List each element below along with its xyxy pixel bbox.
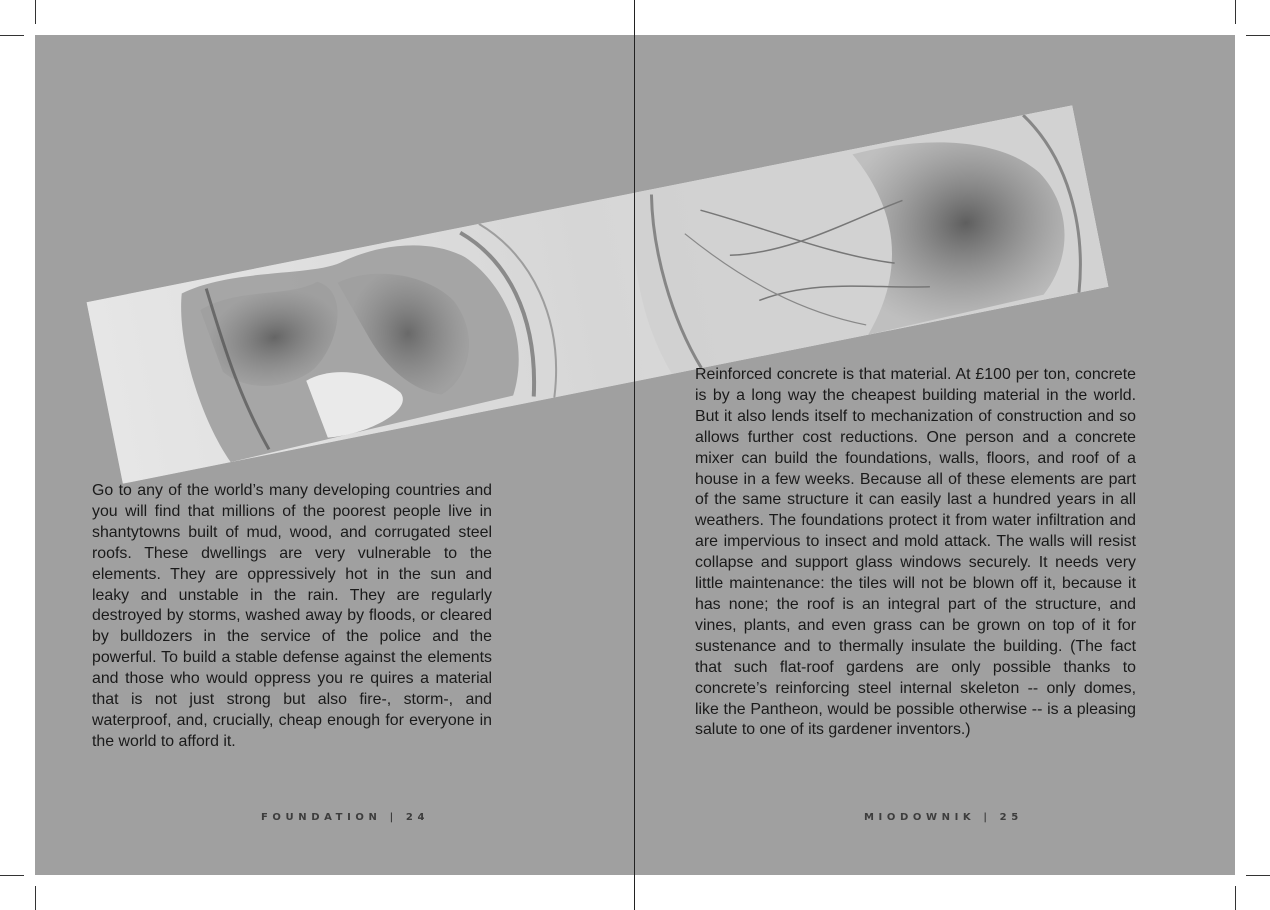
crop-mark	[35, 0, 36, 24]
crop-mark	[35, 886, 36, 910]
right-page-folio: MIODOWNIK | 25	[864, 812, 1023, 823]
right-page-paragraph: Reinforced concrete is that material. At £100 per ton, concrete is by a long way the cheapest building material in the world. But it also lends itself to mechanization of construction and so allows further cost reductions. One person and a concrete mixer can build the foundations, walls, floors, and roof of a house in a few weeks. Because all of these elements are part of the same structure it can easily last a hundred years in all weathers. The foundations protect it from water infiltration and are impervious to insect and mold attack. The walls will resist collapse and support glass windows securely. It needs very little maintenance: the tiles will not be blown off it, because it has none; the roof is an integral part of the structure, and vines, plants, and even grass can be grown on top of it for sustenance and to thermally insulate the building. (The fact that such flat-roof gardens are only possible thanks to concrete’s reinforcing steel internal skeleton -- only domes, like the Pantheon, would be possible otherwise -- is a pleasing salute to one of its gardener inventors.)	[695, 366, 1136, 739]
crop-mark	[1235, 0, 1236, 24]
gutter-line	[634, 0, 635, 910]
crop-mark	[1246, 875, 1270, 876]
crop-mark	[1246, 35, 1270, 36]
left-page-folio: FOUNDATION | 24	[261, 812, 430, 823]
left-page-paragraph: Go to any of the world’s many developing countries and you will find that millions of the poorest people live in shantytowns built of mud, wood, and corrugated steel roofs. These dwellings are very vulnerable to the elements. They are oppressively hot in the sun and leaky and unstable in the rain. They are regularly destroyed by storms, washed away by floods, or cleared by bulldozers in the service of the police and the powerful. To build a stable defense against the elements and those who would oppress you re quires a material that is not just strong but also fire-, storm-, and waterproof, and, crucially, cheap enough for everyone in the world to afford it.	[92, 482, 492, 750]
crop-mark	[0, 35, 24, 36]
crop-mark	[0, 875, 24, 876]
crop-mark	[1235, 886, 1236, 910]
